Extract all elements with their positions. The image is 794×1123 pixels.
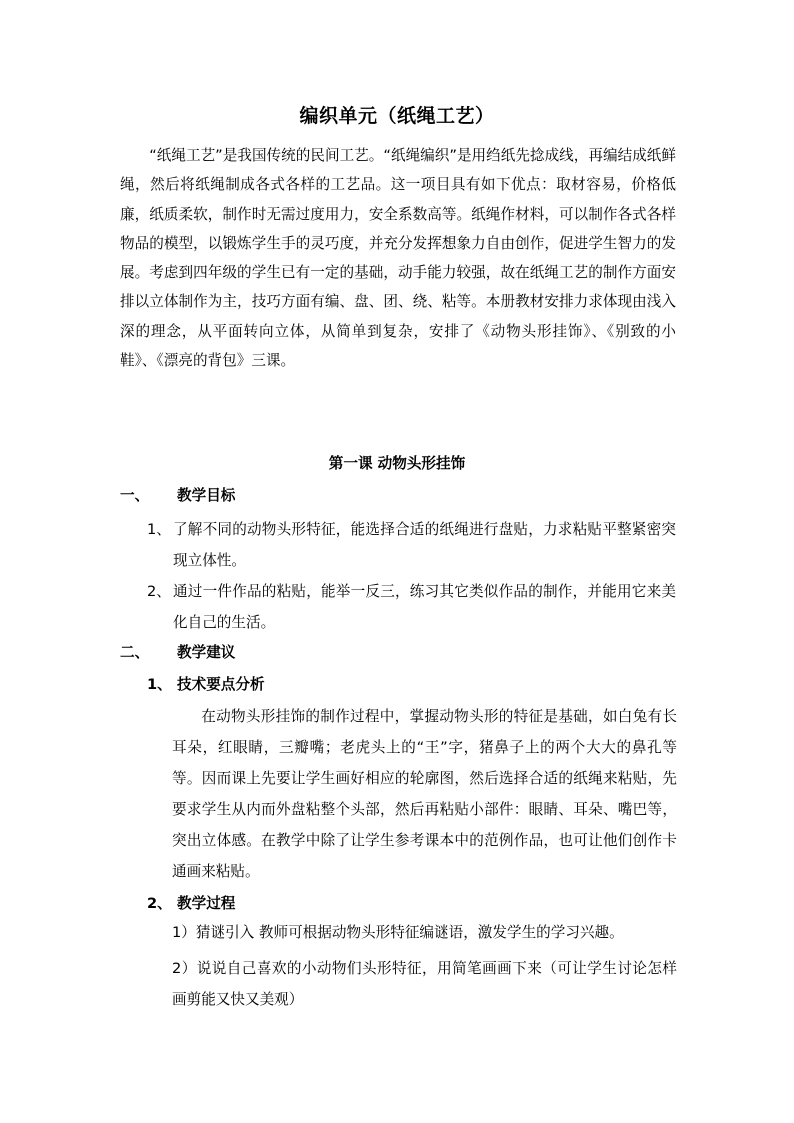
- section-heading-objectives: [120, 484, 235, 508]
- technical-analysis-paragraph: 在动物头形挂饰的制作过程中，掌握动物头形的特征是基础，如白兔有长耳朵，红眼睛，三瓣嘴；老虎头上的“王”字，猪鼻子上的两个大大的鼻孔等等。因而课上先要让学生画好相应的轮廓图，然后选择合适的纸绳来粘贴，先要求学生从内而外盘粘整个头部，然后再粘贴小部件：眼睛、耳朵、嘴巴等，突出立体感。在教学中除了让学生参考课本中的范例作品，也可让他们创作卡通画来粘贴。: [172, 708, 677, 880]
- subheading-technical-analysis: [147, 673, 265, 697]
- subheading-label: 技术要点分析: [177, 676, 265, 693]
- lesson-title: 第一课 动物头形挂饰: [328, 455, 466, 472]
- subheading-number: 1、: [147, 676, 172, 693]
- section-heading-suggestions: [120, 641, 235, 665]
- document-title: 编织单元（纸绳工艺）: [299, 105, 495, 127]
- item-number: 1、: [147, 521, 171, 538]
- section-label: 教学建议: [177, 644, 236, 661]
- item-text: 了解不同的动物头形特征，能选择合适的纸绳进行盘贴，力求粘贴平整紧密突现立体性。: [173, 521, 676, 569]
- subheading-number: 2、: [147, 895, 172, 912]
- section-number: 二、: [120, 644, 150, 661]
- objective-item: [147, 514, 676, 576]
- subheading-teaching-process: [147, 892, 235, 916]
- intro-paragraph: “纸绳工艺”是我国传统的民间工艺。“纸绳编织”是用绉纸先捻成线，再编结成纸鲜绳，然后将纸绳制成各式各样的工艺品。这一项目具有如下优点：取材容易，价格低廉，纸质柔软，制作时无需过度用力，安全系数高等。纸绳作材料，可以制作各式各样物品的模型，以锻炼学生手的灵巧度，并充分发挥想象力自由创作，促进学生智力的发展。考虑到四年级的学生已有一定的基础，动手能力较强，故在纸绳工艺的制作方面安排以立体制作为主，技巧方面有编、盘、团、绕、粘等。本册教材安排力求体现由浅入深的理念，从平面转向立体，从简单到复杂，安排了《动物头形挂饰》、《别致的小鞋》、《漂亮的背包》三课。: [120, 147, 676, 370]
- process-step: 1）猜谜引入 教师可根据动物头形特征编谜语，激发学生的学习兴趣。: [172, 924, 624, 941]
- section-label: 教学目标: [177, 487, 236, 504]
- process-step: 2）说说自己喜欢的小动物们头形特征，用简笔画画下来（可让学生讨论怎样画剪能又快又美观）: [172, 960, 677, 1008]
- subheading-label: 教学过程: [177, 895, 236, 912]
- item-number: 2、: [147, 583, 171, 600]
- item-text: 通过一件作品的粘贴，能举一反三，练习其它类似作品的制作，并能用它来美化自己的生活。: [173, 583, 676, 631]
- objective-item: [147, 576, 676, 638]
- section-number: 一、: [120, 487, 150, 504]
